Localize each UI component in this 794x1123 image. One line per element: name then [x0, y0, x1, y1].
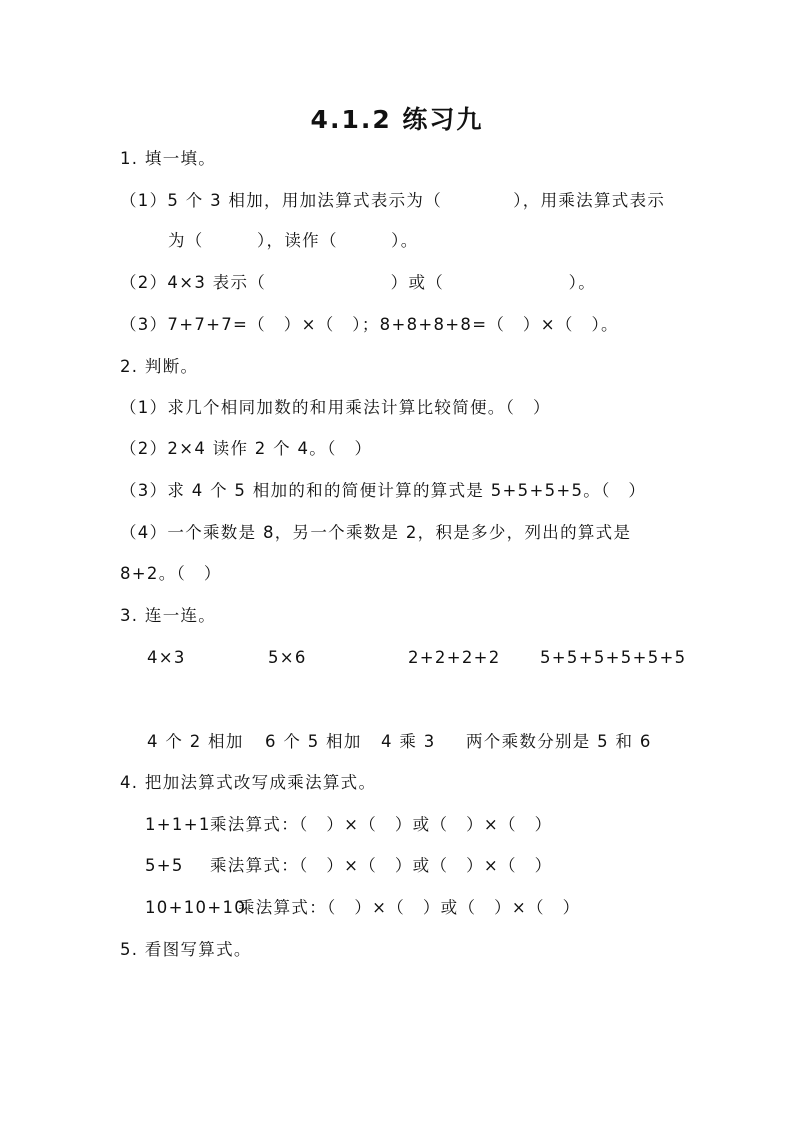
match-top-item: 5+5+5+5+5+5	[540, 648, 687, 667]
s4-row-answer: 乘法算式：（ ）×（ ）或（ ）×（ ）	[210, 815, 553, 834]
match-bottom-item: 两个乘数分别是 5 和 6	[466, 732, 652, 751]
match-top-item: 4×3	[147, 648, 186, 667]
s4-row-expr: 5+5	[145, 856, 184, 875]
s2-q4-line2: 8+2。（ ）	[120, 564, 222, 583]
section-1-heading: 1. 填一填。	[120, 149, 217, 168]
s2-q3: （3）求 4 个 5 相加的和的简便计算的算式是 5+5+5+5。（ ）	[120, 481, 647, 500]
section-5-heading: 5. 看图写算式。	[120, 940, 252, 959]
match-bottom-item: 4 个 2 相加	[147, 732, 244, 751]
s1-q2: （2）4×3 表示（ ）或（ ）。	[120, 273, 597, 292]
section-2-heading: 2. 判断。	[120, 357, 199, 376]
match-top-item: 5×6	[268, 648, 307, 667]
s4-row-answer: 乘法算式：（ ）×（ ）或（ ）×（ ）	[238, 898, 581, 917]
match-bottom-item: 6 个 5 相加	[265, 732, 362, 751]
section-4-heading: 4. 把加法算式改写成乘法算式。	[120, 773, 377, 792]
match-bottom-item: 4 乘 3	[381, 732, 436, 751]
s1-q3: （3）7+7+7=（ ）×（ ）；8+8+8+8=（ ）×（ ）。	[120, 315, 619, 334]
s2-q2: （2）2×4 读作 2 个 4。（ ）	[120, 439, 373, 458]
page-title: 4.1.2 练习九	[310, 105, 484, 134]
s4-row-expr: 10+10+10	[145, 898, 247, 917]
section-3-heading: 3. 连一连。	[120, 606, 217, 625]
s4-row-answer: 乘法算式：（ ）×（ ）或（ ）×（ ）	[210, 856, 553, 875]
s2-q1: （1）求几个相同加数的和用乘法计算比较简便。（ ）	[120, 398, 551, 417]
s4-row-expr: 1+1+1	[145, 815, 211, 834]
s1-q1-line2: 为（ ），读作（ ）。	[168, 231, 419, 250]
match-top-item: 2+2+2+2	[408, 648, 501, 667]
s1-q1-line1: （1）5 个 3 相加，用加法算式表示为（ ），用乘法算式表示	[120, 191, 666, 210]
s2-q4-line1: （4）一个乘数是 8，另一个乘数是 2，积是多少，列出的算式是	[120, 523, 632, 542]
